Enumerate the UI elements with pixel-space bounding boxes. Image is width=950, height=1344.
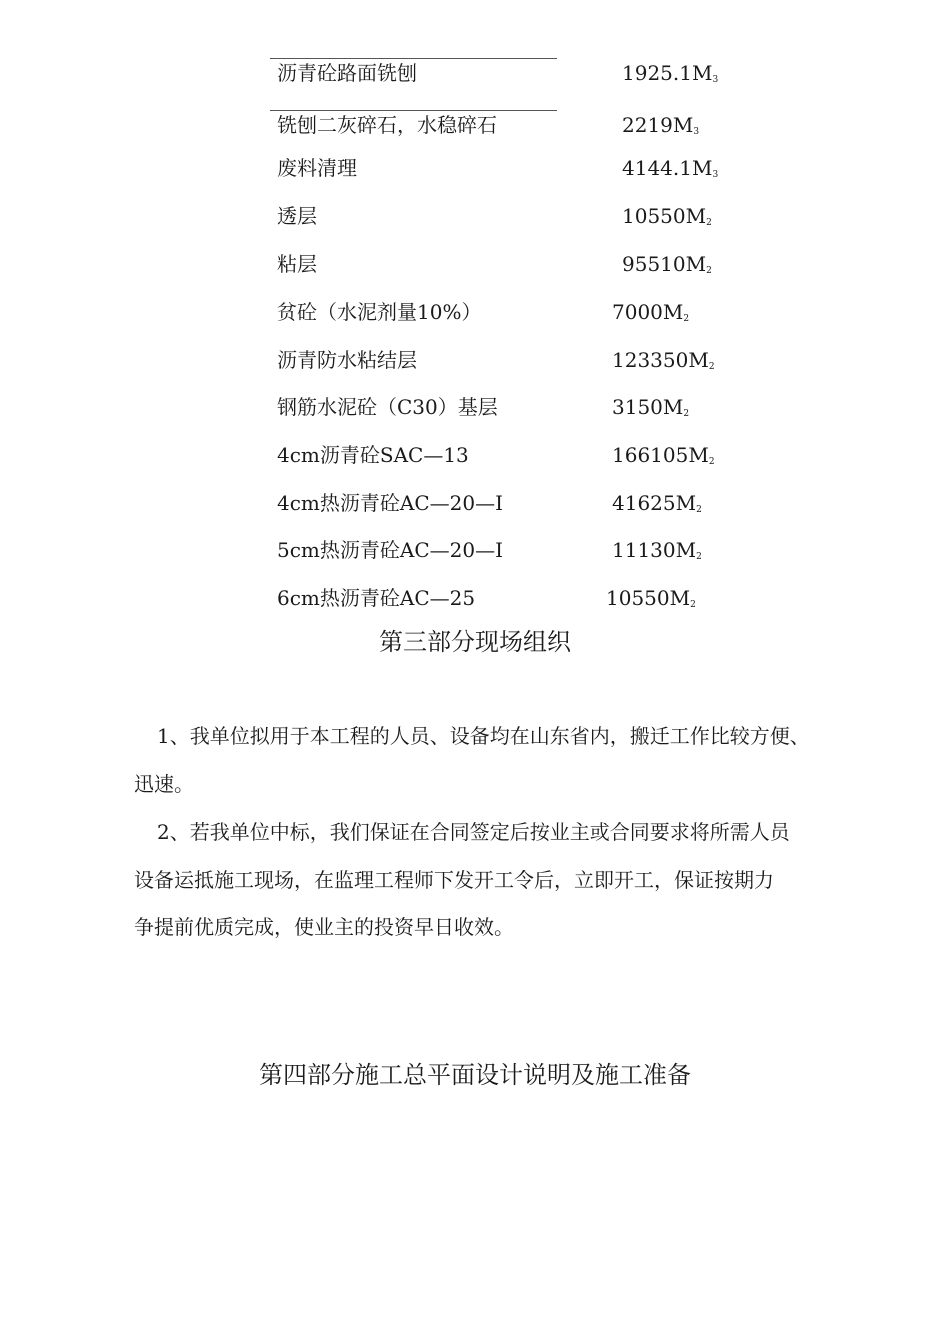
- quantity-row: [0, 247, 950, 281]
- item-quantity: 11130M2: [612, 538, 702, 562]
- quantity-row: [0, 533, 950, 567]
- item-name: 4cm热沥青砼AC—20—I: [277, 491, 503, 515]
- item-quantity: 10550M2: [622, 204, 712, 228]
- unit-subscript: 2: [706, 266, 712, 276]
- quantity-row: [0, 438, 950, 472]
- section3-p1-line2: 迅速。: [134, 772, 194, 796]
- item-name: 透层: [277, 204, 317, 228]
- quantity-row: [0, 199, 950, 233]
- section4-title: 第四部分施工总平面设计说明及施工准备: [259, 1061, 691, 1089]
- item-quantity: 4144.1M3: [622, 156, 719, 180]
- quantity-row: [0, 343, 950, 377]
- item-quantity: 166105M2: [612, 443, 715, 467]
- item-name: 铣刨二灰碎石，水稳碎石: [277, 113, 497, 137]
- item-name: 贫砼（水泥剂量10%）: [277, 300, 482, 324]
- item-name: 沥青砼路面铣刨: [277, 61, 417, 85]
- quantity-row: [0, 56, 950, 90]
- item-name: 废料清理: [277, 156, 357, 180]
- section3-title: 第三部分现场组织: [379, 628, 571, 656]
- item-name: 5cm热沥青砼AC—20—I: [277, 538, 503, 562]
- unit-subscript: 2: [696, 505, 702, 515]
- item-quantity: 7000M2: [612, 300, 690, 324]
- unit-subscript: 3: [712, 75, 719, 85]
- section3-p2-line3: 争提前优质完成，使业主的投资早日收效。: [134, 915, 514, 939]
- item-name: 沥青防水粘结层: [277, 348, 417, 372]
- item-name: 4cm沥青砼SAC—13: [277, 443, 469, 467]
- item-name: 粘层: [277, 252, 317, 276]
- unit-subscript: 2: [708, 362, 715, 372]
- item-quantity: 10550M2: [606, 586, 696, 610]
- unit-subscript: 2: [690, 600, 696, 610]
- section3-p1-line1: 1、我单位拟用于本工程的人员、设备均在山东省内，搬迁工作比较方便、: [157, 724, 810, 748]
- quantity-row: [0, 486, 950, 520]
- unit-subscript: 2: [706, 218, 712, 228]
- item-quantity: 2219M3: [622, 113, 700, 137]
- unit-subscript: 2: [696, 552, 702, 562]
- item-name: 6cm热沥青砼AC—25: [277, 586, 476, 610]
- quantity-row: [0, 390, 950, 424]
- unit-subscript: 3: [712, 170, 719, 180]
- quantity-row: [0, 581, 950, 615]
- unit-subscript: 3: [693, 127, 700, 137]
- item-quantity: 123350M2: [612, 348, 715, 372]
- unit-subscript: 2: [683, 409, 690, 419]
- item-quantity: 41625M2: [612, 491, 702, 515]
- item-quantity: 1925.1M3: [622, 61, 719, 85]
- item-name: 钢筋水泥砼（C30）基层: [277, 395, 498, 419]
- section3-p2-line2: 设备运抵施工现场，在监理工程师下发开工令后，立即开工，保证按期力: [134, 868, 774, 892]
- item-quantity: 3150M2: [612, 395, 690, 419]
- unit-subscript: 2: [683, 314, 690, 324]
- quantity-row: [0, 151, 950, 185]
- quantity-row: [0, 295, 950, 329]
- section3-p2-line1: 2、若我单位中标，我们保证在合同签定后按业主或合同要求将所需人员: [157, 820, 790, 844]
- item-quantity: 95510M2: [622, 252, 712, 276]
- quantity-row: [0, 108, 950, 142]
- unit-subscript: 2: [708, 457, 715, 467]
